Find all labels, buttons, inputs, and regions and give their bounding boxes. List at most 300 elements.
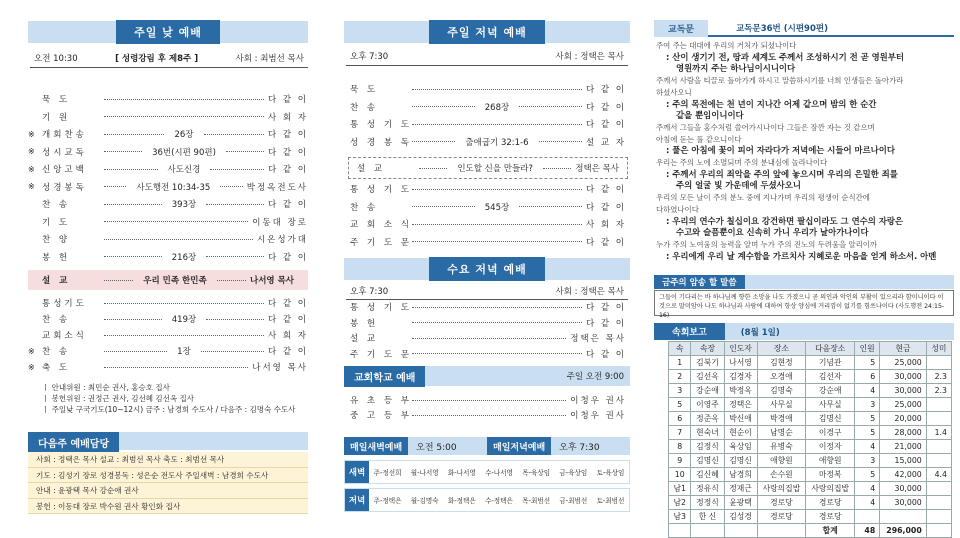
order-detail: 1장 — [177, 347, 191, 357]
table-cell: 남경희 — [724, 468, 757, 482]
order-label: 찬 송 — [350, 102, 379, 113]
order-right: 다 같 이 — [267, 147, 309, 158]
table-cell: 정유식 — [691, 482, 724, 496]
order-item — [42, 110, 308, 124]
daily-row — [344, 460, 630, 484]
daily-cell: 수-나서영 — [485, 469, 513, 477]
table-cell: 4.4 — [926, 468, 951, 482]
table-cell: 경로당 — [806, 496, 855, 510]
reading-line: : 산이 생기기 전, 땅과 세계도 주께서 조성하시기 전 곧 영원부터 — [666, 51, 904, 62]
order-detail: 216장 — [171, 252, 197, 263]
table-cell: 이영주 — [691, 398, 724, 412]
table-cell: 3 — [669, 384, 691, 398]
table-cell: 30,000 — [880, 482, 927, 496]
wed-time: 오후 7:30 — [350, 286, 389, 297]
order-detail: 사도행전 10:34-35 — [136, 182, 211, 193]
table-cell: 15,000 — [880, 454, 927, 468]
table-cell: 5 — [855, 412, 880, 426]
reading-title: 교독문 — [654, 20, 708, 37]
order-item — [350, 200, 626, 214]
table-cell: 강순애 — [806, 384, 855, 398]
daily-rows — [344, 460, 630, 516]
table-cell: 기념관 — [806, 356, 855, 370]
order-item — [42, 312, 308, 326]
order-label: 묵 도 — [350, 85, 379, 95]
sermon-preacher: 나서영 목사 — [250, 276, 295, 286]
order-item — [350, 182, 626, 196]
order-right: 다 같 이 — [267, 200, 309, 210]
order-right: 다 같 이 — [585, 318, 626, 329]
order-label: 통 성 기 도 — [350, 185, 412, 195]
order-label: 교회소식 — [42, 331, 87, 341]
order-detail: 36번(시편 90편) — [152, 147, 216, 158]
order-right: 나서영 목사 — [252, 363, 308, 373]
table-cell: 5 — [669, 398, 691, 412]
school-time: 주일 오전 9:00 — [566, 372, 624, 382]
evening-title-bar — [344, 21, 630, 43]
order-right: 다 같 이 — [585, 303, 626, 313]
order-label: 축 도 — [42, 363, 71, 373]
sunday-service-column — [0, 0, 316, 528]
daily-cell: 주-정택은 — [373, 497, 402, 505]
table-cell: 한 신 — [691, 510, 724, 524]
table-cell: 김현정 — [757, 356, 806, 370]
reading-line: 주여 주는 대대에 우리의 거처가 되셨나이다 — [656, 41, 797, 50]
note-line: ㅣ 안내위원 : 최민순 권사, 홍승호 집사 — [42, 383, 170, 392]
table-cell: 4 — [855, 496, 880, 510]
table-cell: 6 — [669, 412, 691, 426]
daily-dawn-time: 오전 5:00 — [408, 437, 487, 455]
table-row — [669, 412, 952, 426]
total-cell — [724, 524, 757, 538]
total-cell: 296,000 — [880, 524, 927, 538]
table-cell: 애향원 — [806, 454, 855, 468]
column-header: 장소 — [757, 342, 806, 356]
table-cell: 경로당 — [757, 496, 806, 510]
order-right: 다 같 이 — [585, 120, 626, 130]
table-row — [669, 370, 952, 384]
table-row — [669, 496, 952, 510]
reading-line: 아침에 돋는 풀 같으니이다 — [656, 134, 742, 144]
table-cell: 30,000 — [880, 496, 927, 510]
reading-line: 다하였나이다 — [656, 204, 699, 214]
wed-title-bar — [344, 258, 630, 280]
daily-row-label: 저녁 — [345, 489, 369, 511]
table-cell: 정준옥 — [691, 412, 724, 426]
table-cell: 경로당 — [806, 510, 855, 524]
table-row — [669, 468, 952, 482]
sunday-title: 주일 낮 예배 — [116, 20, 220, 44]
order-label: 찬 송 — [42, 200, 71, 210]
daily-row-label: 새벽 — [345, 461, 369, 483]
order-label: 통 성 기 도 — [350, 303, 412, 313]
order-right: 사 회 자 — [585, 220, 626, 230]
order-right: 다 같 이 — [585, 102, 627, 113]
attendance-date: (8월 1일) — [740, 327, 780, 338]
standing-mark: ※ — [28, 147, 35, 156]
order-item — [42, 328, 308, 342]
evening-leader: 사회 : 정택은 목사 — [555, 51, 624, 62]
order-item — [350, 300, 626, 314]
reading-line: : 주의 목전에는 천 년이 지나간 어제 같으며 밤의 한 순간 — [666, 98, 877, 109]
table-cell: 김정식 — [691, 440, 724, 454]
table-row — [669, 356, 952, 370]
order-right: 설 교 자 — [585, 137, 626, 148]
daily-cell: 화-정택은 — [447, 497, 476, 505]
table-cell — [926, 496, 951, 510]
table-cell: 25,000 — [880, 356, 927, 370]
order-detail: 545장 — [484, 202, 510, 213]
table-cell: 21,000 — [880, 440, 927, 454]
order-right: 다 같 이 — [585, 185, 626, 195]
daily-cell: 금-육상임 — [559, 469, 588, 477]
column-header: 속장 — [691, 342, 724, 356]
order-label: 성경봉독 — [42, 182, 87, 193]
daily-dawn-label: 매일새벽예배 — [344, 437, 408, 455]
table-cell: 강순애 — [691, 384, 724, 398]
table-cell: 김명숙 — [757, 384, 806, 398]
table-header — [669, 342, 952, 356]
daily-cell: 화-나서영 — [447, 469, 476, 477]
order-label: 찬 송 — [42, 315, 71, 325]
total-cell: 합계 — [806, 524, 855, 538]
sermon-label: 설 교 — [42, 276, 71, 286]
reading-line: 수고와 슬픔뿐이요 신속히 가니 우리가 날아가나이다 — [676, 227, 869, 238]
school-title-bar — [344, 366, 630, 386]
table-cell — [926, 482, 951, 496]
table-row — [669, 454, 952, 468]
table-cell: 마정복 — [806, 468, 855, 482]
total-row — [669, 524, 952, 538]
standing-mark: ※ — [28, 164, 35, 174]
daily-cell: 목-최범선 — [522, 497, 551, 505]
total-cell — [691, 524, 724, 538]
order-item — [42, 197, 308, 211]
table-cell: 2.3 — [926, 384, 951, 398]
order-item — [28, 127, 309, 141]
order-item — [350, 117, 626, 131]
table-cell: 4 — [855, 440, 880, 454]
table-cell: 28,000 — [880, 426, 927, 440]
order-item — [350, 217, 626, 231]
daily-eve-time: 오후 7:30 — [551, 437, 630, 455]
evening-title: 주일 저녁 예배 — [429, 20, 544, 44]
order-right: 박정옥전도사 — [246, 182, 308, 193]
sunday-notes — [42, 382, 295, 415]
table-cell — [926, 356, 951, 370]
order-detail: 419장 — [171, 315, 197, 325]
table-cell: 6 — [855, 370, 880, 384]
total-cell — [926, 524, 951, 538]
daily-header — [344, 437, 630, 455]
table-cell: 박경애 — [757, 412, 806, 426]
table-cell: 박정옥 — [724, 384, 757, 398]
order-item — [28, 180, 308, 194]
duty-line: 안내 : 윤광택 목사 강순애 권사 — [28, 483, 308, 499]
table-cell: 2.3 — [926, 370, 951, 384]
sunday-bracket: [ 성령강림 후 제8주 ] — [115, 53, 199, 64]
order-label: 주 기 도 문 — [350, 237, 412, 248]
table-cell — [855, 510, 880, 524]
order-right: 정택은 목사 — [570, 334, 626, 344]
table-row — [669, 482, 952, 496]
evening-sermon-title: 인도할 신을 만들라? — [457, 164, 533, 174]
table-cell: 사무실 — [757, 398, 806, 412]
duty-line: 사회 : 정택은 목사 설교 : 최범선 목사 축도 : 최범선 목사 — [28, 452, 308, 468]
total-cell: 48 — [855, 524, 880, 538]
column-header: 다음장소 — [806, 342, 855, 356]
daily-cell: 월-김명숙 — [410, 497, 439, 505]
note-line: ㅣ 봉헌위원 : 권정근 권사, 김선혜 김선옥 집사 — [42, 394, 195, 403]
table-cell: 20,000 — [880, 412, 927, 426]
daily-cell: 토-최범선 — [596, 497, 625, 505]
duty-list — [28, 452, 308, 514]
table-cell: 애향원 — [757, 454, 806, 468]
sunday-title-bar — [28, 21, 308, 43]
total-cell — [669, 524, 691, 538]
order-label: 찬 송 — [42, 347, 71, 357]
table-cell: 10 — [669, 468, 691, 482]
table-cell: 3 — [855, 398, 880, 412]
order-right: 다 같 이 — [267, 130, 309, 140]
table-cell — [926, 412, 951, 426]
standing-mark: ※ — [28, 182, 35, 191]
table-cell: 경로당 — [757, 510, 806, 524]
table-cell: 나서영 — [724, 356, 757, 370]
table-cell: 5 — [855, 468, 880, 482]
order-item — [350, 235, 626, 249]
order-right: 다 같 이 — [267, 95, 308, 105]
order-item — [350, 82, 626, 96]
table-cell: 남3 — [669, 510, 691, 524]
reading-line: 주의 얼굴 빛 가운데에 두셨사오니 — [676, 180, 801, 191]
table-cell: 8 — [669, 440, 691, 454]
order-detail: 268장 — [484, 102, 510, 113]
evening-sermon-label: 설 교 — [357, 164, 386, 174]
daily-cell: 월-나서영 — [410, 469, 439, 477]
table-cell: 1.4 — [926, 426, 951, 440]
order-label: 기 원 — [42, 112, 71, 123]
table-cell: 4 — [855, 384, 880, 398]
table-cell: 이경구 — [806, 426, 855, 440]
reading-lines — [656, 40, 956, 262]
table-cell: 3 — [855, 454, 880, 468]
table-cell — [926, 440, 951, 454]
order-label: 찬 양 — [42, 235, 71, 245]
daily-row — [344, 488, 630, 512]
sunday-time: 오전 10:30 — [34, 53, 78, 64]
standing-mark: ※ — [28, 346, 35, 356]
reading-line: : 풀은 아침에 꽃이 피어 자라다가 저녁에는 시들어 마르나이다 — [666, 145, 895, 156]
wed-header — [346, 282, 628, 300]
order-item — [350, 393, 626, 407]
table-cell: 김북기 — [691, 356, 724, 370]
table-cell: 정정식 — [691, 496, 724, 510]
table-cell: 30,000 — [880, 384, 927, 398]
column-header: 인도자 — [724, 342, 757, 356]
table-cell: 김명신 — [691, 454, 724, 468]
duty-line: 기도 : 김성기 장로 성경봉독 : 성은순 전도사 주일새벽 : 남경희 수도사 — [28, 468, 308, 484]
table-cell — [926, 454, 951, 468]
table-cell: 1 — [669, 356, 691, 370]
sunday-leader: 사회 : 최범선 목사 — [235, 53, 304, 64]
order-item — [350, 100, 626, 114]
evening-sermon-preacher: 정택은 목사 — [575, 164, 619, 174]
table-cell: 9 — [669, 454, 691, 468]
column-header: 성미 — [926, 342, 951, 356]
order-item — [42, 250, 308, 264]
daily-cell: 수-정택은 — [485, 497, 513, 505]
order-item — [28, 344, 309, 358]
duty-line: 봉헌 : 이동대 장로 박수원 권사 황인화 집사 — [28, 499, 308, 515]
table-cell: 정재근 — [724, 482, 757, 496]
table-cell: 사랑의집밥 — [757, 482, 806, 496]
order-right: 다 같 이 — [267, 299, 308, 309]
wed-title: 수요 저녁 예배 — [429, 257, 544, 281]
order-item — [350, 135, 626, 149]
standing-mark: ※ — [28, 362, 35, 372]
order-label: 봉 헌 — [42, 252, 71, 263]
table-cell: 남명순 — [757, 426, 806, 440]
memory-title-bar — [654, 275, 954, 289]
school-title: 교회학교 예배 — [344, 366, 425, 387]
table-cell: 김선옥 — [691, 370, 724, 384]
table-cell: 유병숙 — [757, 440, 806, 454]
table-cell: 김경자 — [724, 370, 757, 384]
order-label: 개회찬송 — [42, 130, 87, 140]
reading-line: : 우리의 연수가 칠십이요 강건하면 팔십이라도 그 연수의 자랑은 — [666, 215, 904, 226]
attendance-title: 속회보고 — [654, 323, 725, 340]
total-cell — [757, 524, 806, 538]
memory-title: 금주의 암송 할 말씀 — [654, 275, 745, 289]
order-item — [350, 331, 626, 345]
order-label: 설 교 — [350, 334, 379, 344]
daily-cell: 토-육상임 — [596, 469, 625, 477]
table-row — [669, 384, 952, 398]
reading-column — [640, 0, 960, 535]
order-label: 통성기도 — [42, 299, 87, 309]
duty-title: 다음주 예배담당 — [28, 432, 119, 453]
table-cell: 박신애 — [724, 412, 757, 426]
order-label: 교 회 소 식 — [350, 220, 412, 230]
table-cell: 2 — [669, 370, 691, 384]
table-cell: 5 — [855, 356, 880, 370]
order-label: 성시교독 — [42, 147, 87, 158]
order-label: 중 고 등 부 — [350, 411, 412, 421]
wed-leader: 사회 : 정택은 목사 — [555, 286, 624, 297]
order-label: 통 성 기 도 — [350, 120, 412, 130]
reading-line: : 주께서 우리의 죄악을 주의 앞에 놓으시며 우리의 은밀한 죄를 — [666, 168, 898, 179]
order-label: 신앙고백 — [42, 165, 87, 175]
reading-line: 주께서 사람을 티끌로 돌아가게 하시고 말씀하시기를 너희 인생들은 돌아가라 — [656, 76, 904, 86]
daily-cell: 금-최범선 — [559, 497, 588, 505]
order-label: 주 기 도 문 — [350, 349, 412, 360]
daily-cell: 주-정선희 — [373, 469, 402, 477]
memory-text: 그들이 기다리는 바 하나님께 향한 소망을 나도 가졌으니 곧 의인과 악인의 부활이 있으리라 함이니이다 이것으로 말미암아 나도 하나님과 사람에 대하여 항상 양심에 거리낌이 없기를 힘쓰나이다 (사도행전 24:15-16) — [654, 290, 954, 316]
order-item — [42, 296, 308, 310]
attendance-title-bar — [654, 323, 954, 340]
table-cell: 남2 — [669, 496, 691, 510]
reading-header — [654, 21, 954, 37]
column-header: 속 — [669, 342, 691, 356]
order-item — [350, 408, 626, 422]
reading-line: 하셨사오니 — [656, 87, 692, 97]
order-detail: 출애굽기 32:1-6 — [465, 137, 529, 148]
table-row — [669, 510, 952, 524]
order-right: 사 회 자 — [267, 331, 308, 341]
reading-line: 주께서 그들을 홍수처럼 쓸어가시나이다 그들은 잠깐 자는 것 같으며 — [656, 122, 875, 132]
order-right: 다 같 이 — [585, 202, 627, 213]
order-detail: 사도신경 — [167, 165, 201, 175]
reading-line: 우리는 주의 노에 소멸되며 주의 분내심에 놀라나이다 — [656, 158, 828, 168]
table-cell: 김명신 — [806, 412, 855, 426]
table-row — [669, 398, 952, 412]
table-cell: 4 — [855, 482, 880, 496]
order-detail: 26장 — [174, 130, 194, 140]
sermon-title: 우리 민족 한민족 — [143, 276, 207, 286]
order-right: 다 같 이 — [267, 347, 309, 357]
table-cell: 사랑의집밥 — [806, 482, 855, 496]
evening-header — [346, 46, 628, 66]
reading-line: : 우리에게 우리 날 계수함을 가르치사 지혜로운 마음을 얻게 하소서. 아멘 — [666, 250, 937, 261]
table-cell: 사무실 — [806, 398, 855, 412]
reading-line: 같을 뿐임이니이다 — [676, 110, 744, 121]
reading-line: 영원까지 주는 하나님이시니이다 — [676, 63, 796, 74]
order-right: 다 같 이 — [267, 165, 308, 175]
reading-ref: 교독문36번 (시편90편) — [736, 24, 828, 34]
order-item — [28, 145, 309, 159]
table-cell: 오경애 — [757, 370, 806, 384]
note-line: ㅣ 주일낮 구국기도(10~12시) 금주 : 남경희 수도사 / 다음주 : 김명숙 수도사 — [42, 405, 296, 414]
evening-sermon — [348, 157, 628, 179]
order-label: 기 도 — [42, 217, 71, 228]
table-cell: 김선자 — [806, 370, 855, 384]
table-row — [669, 440, 952, 454]
order-item — [42, 215, 308, 229]
order-item — [28, 162, 308, 176]
order-right: 시온성가대 — [256, 235, 308, 245]
daily-eve-label: 매일저녁예배 — [487, 437, 551, 455]
table-cell: 25,000 — [880, 398, 927, 412]
order-label: 성 경 봉 독 — [350, 137, 412, 148]
order-right: 다 같 이 — [267, 315, 309, 325]
order-item — [350, 316, 626, 330]
table-cell: 5 — [855, 426, 880, 440]
table-cell: 남1 — [669, 482, 691, 496]
reading-line: 우리의 모든 날이 주의 분노 중에 지나가며 우리의 평생이 순식간에 — [656, 193, 870, 203]
table-cell: 김명신 — [724, 454, 757, 468]
attendance-table — [668, 341, 952, 538]
order-right: 다 같 이 — [585, 237, 626, 248]
table-cell: 42,000 — [880, 468, 927, 482]
order-item — [350, 347, 626, 361]
order-item — [42, 92, 308, 106]
order-right: 이청우 권사 — [570, 396, 626, 406]
sunday-sermon — [28, 270, 308, 290]
evening-service-column — [330, 0, 630, 528]
table-cell: 현숙녀 — [691, 426, 724, 440]
sunday-header — [30, 48, 308, 68]
order-right: 이동대 장로 — [252, 217, 308, 228]
table-row — [669, 426, 952, 440]
daily-cell: 목-육상임 — [522, 469, 551, 477]
table-cell: 현순이 — [724, 426, 757, 440]
table-cell — [880, 510, 927, 524]
table-cell: 7 — [669, 426, 691, 440]
table-cell: 이정자 — [806, 440, 855, 454]
order-detail: 393장 — [171, 200, 197, 210]
table-cell: 김성경 — [724, 510, 757, 524]
